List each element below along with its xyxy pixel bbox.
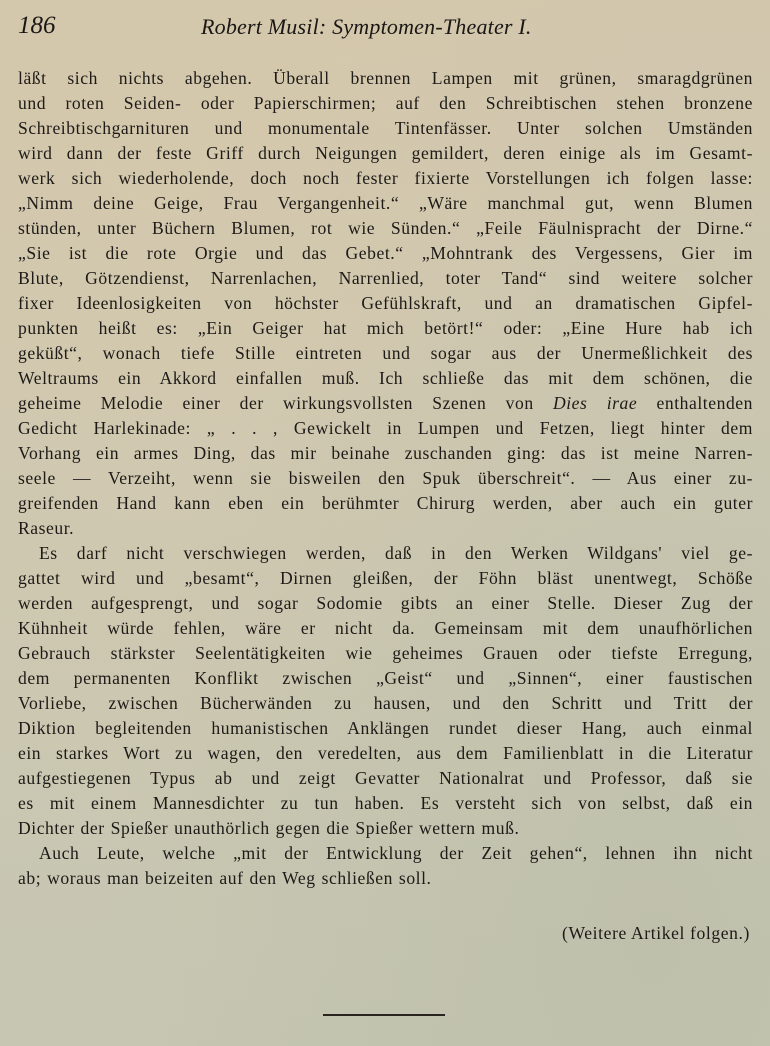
text-line: Raseur. (18, 518, 75, 538)
paragraph-1 (18, 66, 753, 541)
text-line: ein starkes Wort zu wagen, den veredelten, aus dem Familienblatt in die Literatur (18, 743, 753, 763)
text-line: Diktion begleitenden humanistischen Anklängen rundet dieser Hang, auch einmal (18, 718, 753, 738)
text-segment: enthaltenden (637, 393, 754, 413)
text-line: stünden, unter Büchern Blumen, rot wie Sünden.“ „Feile Fäulnispracht der Dirne.“ (18, 218, 753, 238)
body-text (18, 66, 753, 891)
text-line: werden aufgesprengt, und sogar Sodomie gibts an einer Stelle. Dieser Zug der (18, 593, 753, 613)
text-line: wird dann der feste Griff durch Neigungen gemildert, deren einige als im Gesamt- (18, 143, 753, 163)
text-line: seele — Verzeiht, wenn sie bisweilen den Spuk überschreit“. — Aus einer zu- (18, 468, 753, 488)
text-line: ab; woraus man beizeiten auf den Weg schließen soll. (18, 868, 432, 888)
running-head (18, 12, 752, 48)
text-line: und roten Seiden- oder Papierschirmen; auf den Schreibtischen stehen bronzene (18, 93, 753, 113)
work-title-dies-irae: Dies irae (552, 393, 638, 413)
paragraph-2 (18, 541, 753, 841)
text-line: „Sie ist die rote Orgie und das Gebet.“ „Mohntrank des Vergessens, Gier im (18, 243, 753, 263)
closing-note: (Weitere Artikel folgen.) (562, 923, 750, 943)
text-line: „Nimm deine Geige, Frau Vergangenheit.“ „Wäre manchmal gut, wenn Blumen (18, 193, 753, 213)
text-line: Vorhang ein armes Ding, das mir beinahe zuschanden ging: das ist meine Narren- (18, 443, 753, 463)
end-rule-divider (323, 1014, 445, 1016)
text-line: punkten heißt es: „Ein Geiger hat mich betört!“ oder: „Eine Hure hab ich (18, 318, 753, 338)
text-line-with-title (18, 391, 753, 416)
running-title: Robert Musil: Symptomen-Theater I. (201, 14, 532, 39)
text-line: Vorliebe, zwischen Bücherwänden zu hausen, und den Schritt und Tritt der (18, 693, 753, 713)
text-line: Gedicht Harlekinade: „ . . , Gewickelt in Lumpen und Fetzen, liegt hinter dem (18, 418, 753, 438)
text-line: Auch Leute, welche „mit der Entwicklung der Zeit gehen“, lehnen ihn nicht (39, 843, 753, 863)
text-line: werk sich wiederholende, doch noch fester fixierte Vorstellungen ich folgen lasse: (18, 168, 753, 188)
page-number: 186 (18, 12, 56, 39)
text-segment: geheime Melodie einer der wirkungsvollsten Szenen von (18, 393, 553, 413)
text-line: geküßt“, wonach tiefe Stille eintreten und sogar aus der Unermeßlichkeit des (18, 343, 753, 363)
text-line: Es darf nicht verschwiegen werden, daß in den Werken Wildgans' viel ge- (39, 543, 753, 563)
text-line: Schreibtischgarnituren und monumentale Tintenfässer. Unter solchen Umständen (18, 118, 753, 138)
text-line: dem permanenten Konflikt zwischen „Geist“ und „Sinnen“, einer faustischen (18, 668, 753, 688)
text-line: läßt sich nichts abgehen. Überall brennen Lampen mit grünen, smaragdgrünen (18, 68, 753, 88)
text-line: aufgestiegenen Typus ab und zeigt Gevatter Nationalrat und Professor, daß sie (18, 768, 753, 788)
text-line: greifenden Hand kann eben ein berühmter Chirurg werden, aber auch ein guter (18, 493, 753, 513)
text-line: Blute, Götzendienst, Narrenlachen, Narrenlied, toter Tand“ sind weitere solcher (18, 268, 753, 288)
paragraph-3 (18, 841, 753, 891)
text-line: Kühnheit würde fehlen, wäre er nicht da. Gemeinsam mit dem unaufhörlichen (18, 618, 753, 638)
text-line: Gebrauch stärkster Seelentätigkeiten wie geheimes Grauen oder tiefste Erregung, (18, 643, 753, 663)
text-line: Weltraums ein Akkord einfallen muß. Ich schließe das mit dem schönen, die (18, 368, 753, 388)
text-line: fixer Ideenlosigkeiten von höchster Gefühlskraft, und an dramatischen Gipfel- (18, 293, 753, 313)
text-line: gattet wird und „besamt“, Dirnen gleißen, der Föhn bläst unentwegt, Schöße (18, 568, 753, 588)
text-line: Dichter der Spießer unauthörlich gegen die Spießer wettern muß. (18, 818, 520, 838)
text-line: es mit einem Mannesdichter zu tun haben. Es versteht sich von selbst, daß ein (18, 793, 753, 813)
